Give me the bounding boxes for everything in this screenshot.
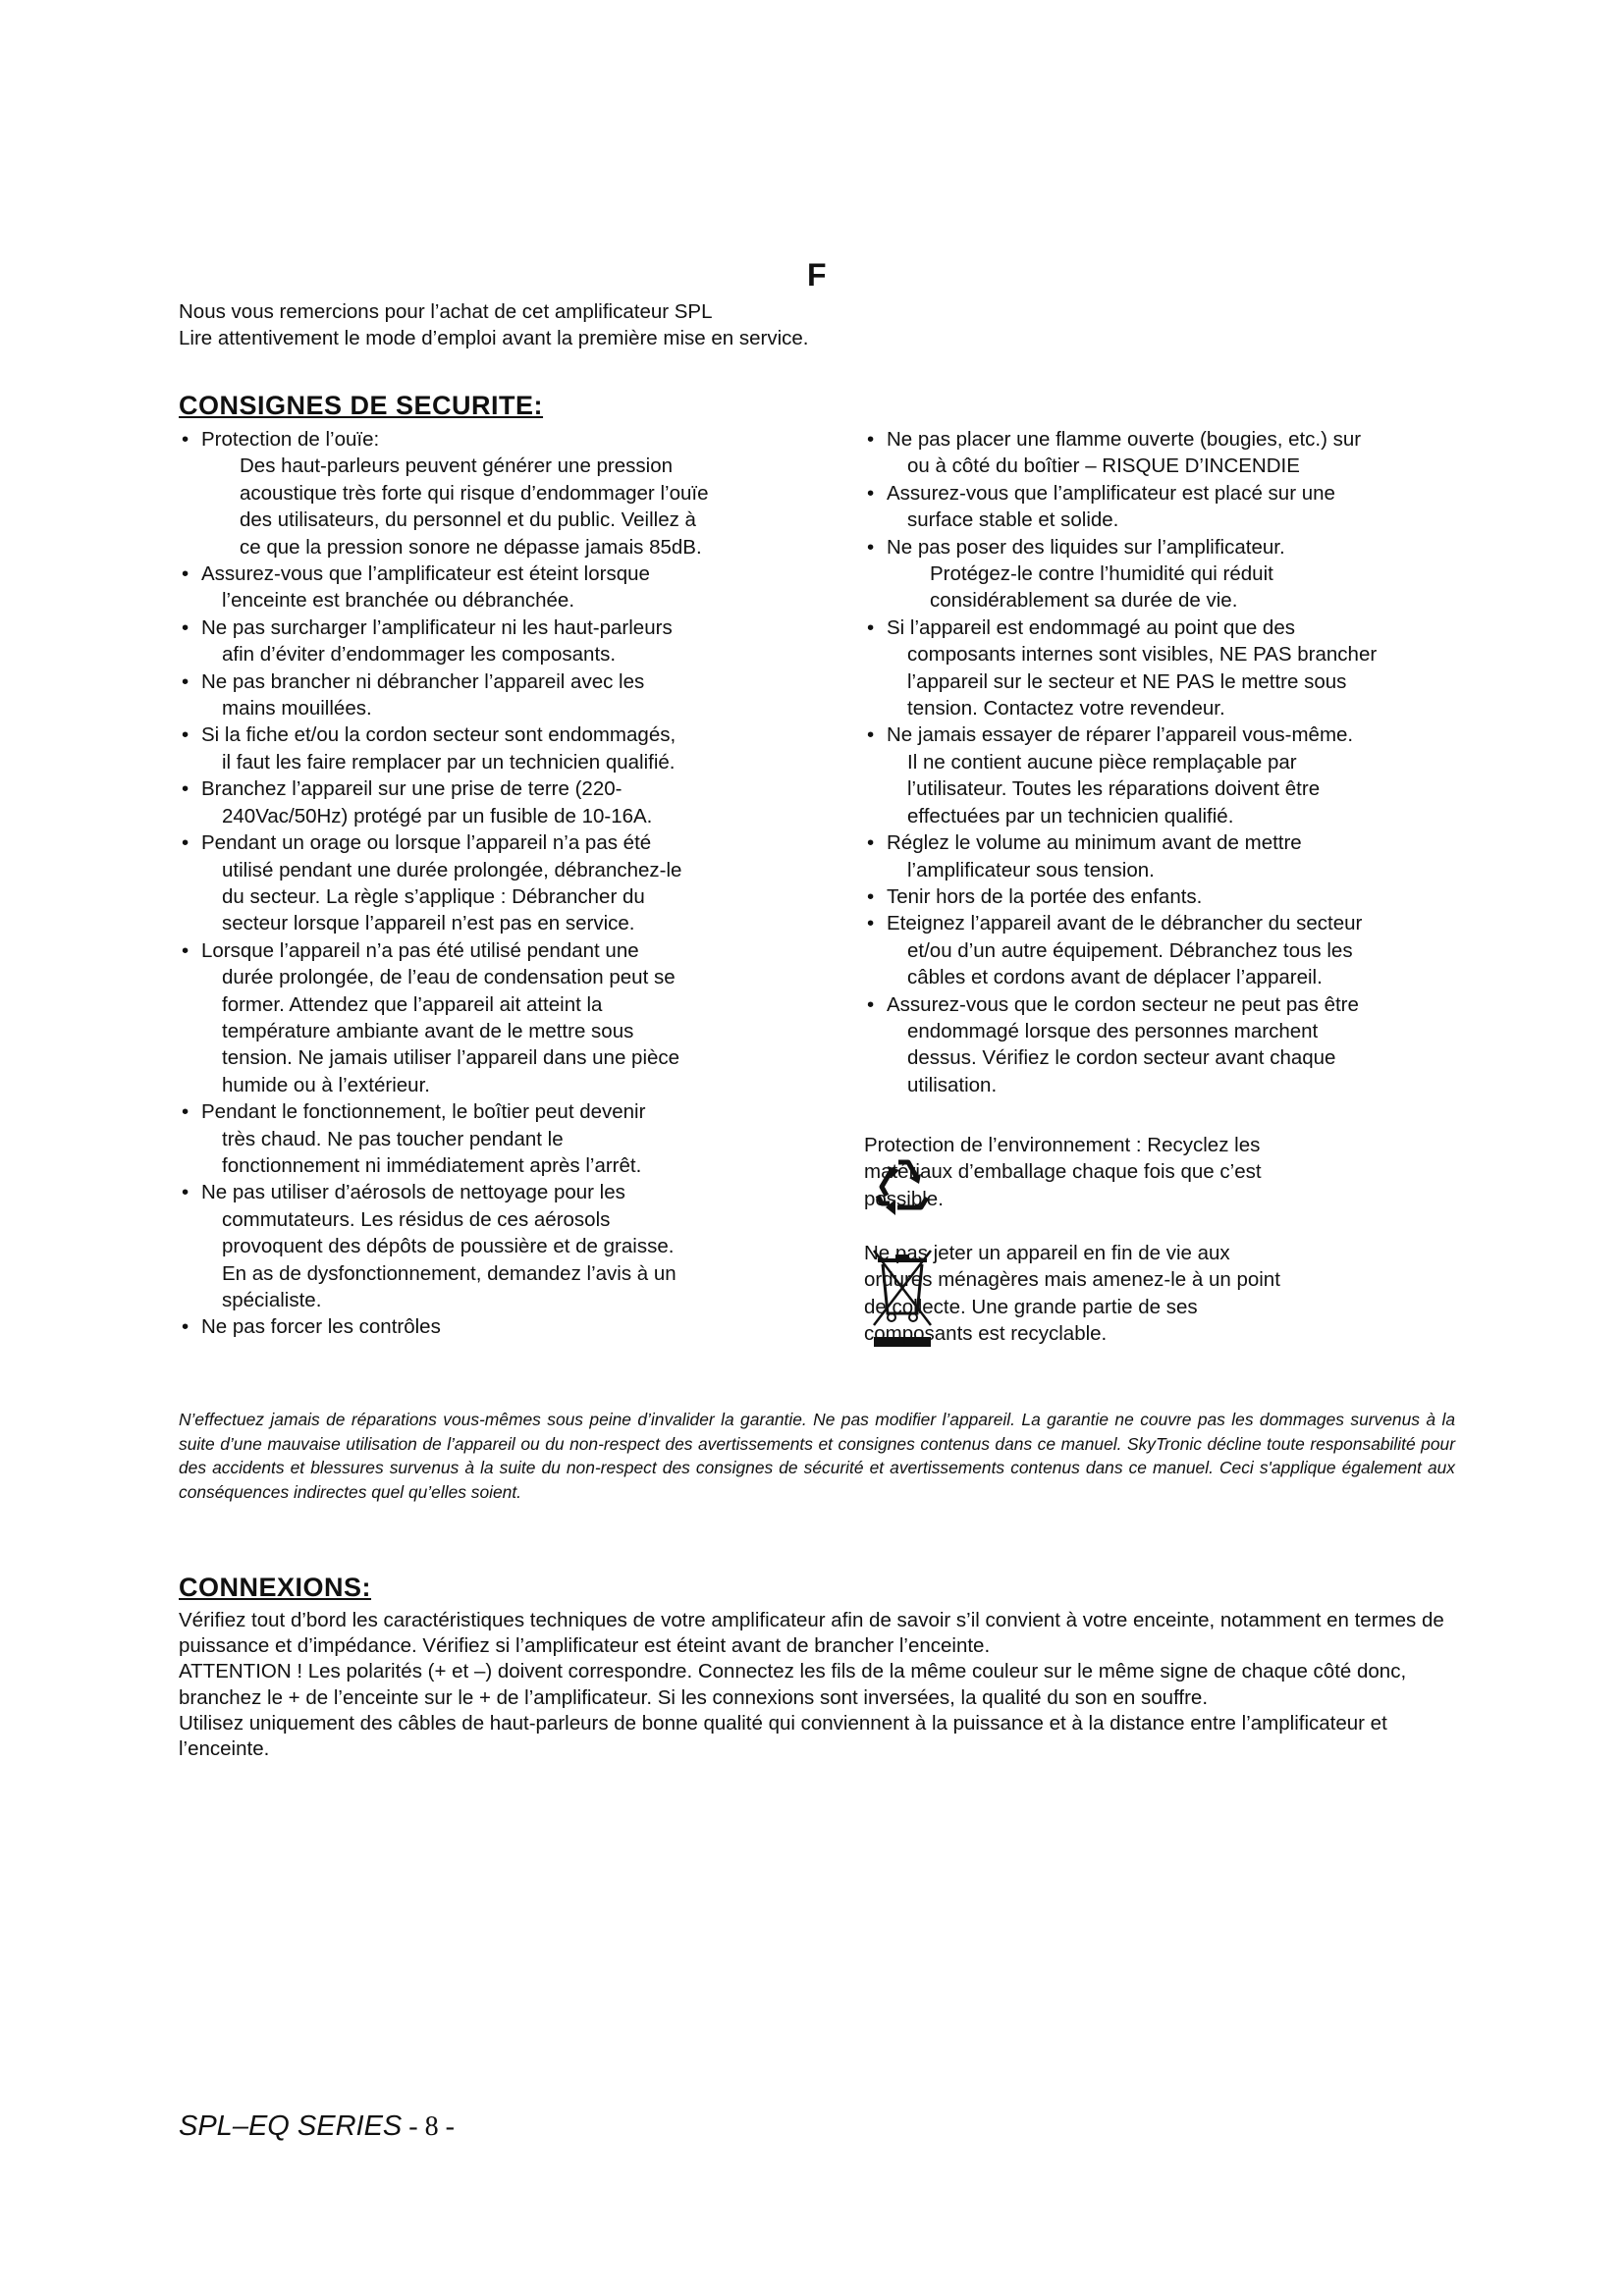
safety-item-continuation: ou à côté du boîtier – RISQUE D’INCENDIE: [907, 454, 1300, 478]
safety-item-continuation: 240Vac/50Hz) protégé par un fusible de 10-16A.: [222, 804, 653, 828]
weee-line-4: composants est recyclable.: [864, 1322, 1108, 1346]
safety-item-continuation: l’enceinte est branchée ou débranchée.: [222, 589, 575, 613]
safety-item-text: • Si l’appareil est endommagé au point que des: [887, 615, 1295, 639]
recycle-line-3: possible.: [864, 1187, 944, 1210]
safety-item-continuation: endommagé lorsque des personnes marchent: [907, 1019, 1319, 1042]
safety-item-continuation: fonctionnement ni immédiatement après l’arrêt.: [222, 1153, 642, 1177]
safety-item: [179, 561, 807, 614]
recycle-line-2: matériaux d’emballage chaque fois que c’est: [864, 1160, 1262, 1184]
safety-right-list: [864, 426, 1473, 1098]
safety-item-continuation: surface stable et solide.: [907, 508, 1119, 532]
safety-item: [179, 426, 807, 561]
safety-item-continuation: mains mouillées.: [222, 697, 372, 721]
safety-item-text: • Eteignez l’appareil avant de le débrancher du secteur: [887, 912, 1363, 935]
connections-paragraph-1: Vérifiez tout d’bord les caractéristiques techniques de votre amplificateur afin de savoir s’il convient à votre enceinte, notamment en termes de puissance et d’impédance. Vérifiez si l’amplificateur est éteint avant de brancher l’enceinte.: [179, 1609, 1444, 1658]
safety-item: [179, 721, 807, 775]
safety-item-continuation: durée prolongée, de l’eau de condensation peut se: [222, 966, 676, 989]
safety-item-text: • Ne pas poser des liquides sur l’amplificateur.: [887, 535, 1285, 559]
safety-item-text: • Tenir hors de la portée des enfants.: [887, 884, 1203, 908]
safety-item-continuation: effectuées par un technicien qualifié.: [907, 804, 1234, 828]
footer-series: SPL–EQ SERIES: [179, 2110, 403, 2142]
safety-item-text: • Réglez le volume au minimum avant de mettre: [887, 831, 1302, 855]
safety-item: [179, 614, 807, 668]
connections-body: [179, 1608, 1465, 1762]
safety-item-continuation: l’appareil sur le secteur et NE PAS le mettre sous: [907, 669, 1347, 693]
safety-item-continuation: former. Attendez que l’appareil ait atteint la: [222, 992, 603, 1016]
safety-item-text: • Pendant un orage ou lorsque l’appareil n’a pas été: [201, 831, 652, 855]
safety-item-continuation: spécialiste.: [222, 1289, 322, 1311]
safety-item-text: • Ne pas utiliser d’aérosols de nettoyage pour les: [201, 1181, 625, 1204]
page-language-letter: F: [807, 257, 827, 293]
connections-paragraph-3: Utilisez uniquement des câbles de haut-parleurs de bonne qualité qui conviennent à la puissance et à la distance entre l’amplificateur et l’enceinte.: [179, 1711, 1387, 1761]
safety-item-continuation: En as de dysfonctionnement, demandez l’avis à un: [222, 1261, 677, 1285]
safety-item-text: • Assurez-vous que l’amplificateur est éteint lorsque: [201, 562, 650, 586]
recycle-text: [864, 1132, 1262, 1212]
footer-page-number: - 8 -: [402, 2111, 455, 2142]
safety-item-continuation: utilisation.: [907, 1073, 998, 1096]
safety-item-continuation: commutateurs. Les résidus de ces aérosols: [222, 1207, 611, 1231]
safety-item: [864, 614, 1473, 722]
safety-item: [864, 883, 1473, 910]
safety-item: [864, 721, 1473, 829]
safety-item-continuation: afin d’éviter d’endommager les composants.: [222, 643, 617, 667]
weee-line-2: ordures ménagères mais amenez-le à un point: [864, 1268, 1280, 1292]
safety-item-continuation: tension. Ne jamais utiliser l’appareil dans une pièce: [222, 1046, 680, 1070]
safety-item-detail: Protégez-le contre l’humidité qui réduit: [930, 562, 1273, 586]
safety-item-text: • Lorsque l’appareil n’a pas été utilisé pendant une: [201, 938, 639, 962]
safety-item: [179, 775, 807, 829]
safety-item: [864, 426, 1473, 480]
safety-item-text: • Ne jamais essayer de réparer l’appareil vous-même.: [887, 723, 1354, 747]
safety-item-continuation: câbles et cordons avant de déplacer l’appareil.: [907, 966, 1323, 989]
safety-item-continuation: température ambiante avant de le mettre sous: [222, 1019, 634, 1042]
safety-item-text: • Ne pas surcharger l’amplificateur ni les haut-parleurs: [201, 615, 673, 639]
safety-item-continuation: Il ne contient aucune pièce remplaçable par: [907, 750, 1297, 774]
safety-item-detail: acoustique très forte qui risque d’endommager l’ouïe: [240, 481, 709, 505]
safety-item: [179, 829, 807, 937]
safety-item-text: • Pendant le fonctionnement, le boîtier peut devenir: [201, 1100, 646, 1124]
safety-item-text: • Ne pas placer une flamme ouverte (bougies, etc.) sur: [887, 428, 1362, 451]
safety-item: [864, 534, 1473, 614]
intro-line-1: Nous vous remercions pour l’achat de cet amplificateur SPL: [179, 300, 713, 323]
weee-text: [864, 1240, 1280, 1348]
safety-item-text: • Assurez-vous que l’amplificateur est placé sur une: [887, 481, 1335, 505]
safety-item-detail: Des haut-parleurs peuvent générer une pression: [240, 454, 674, 478]
safety-item-text: • Protection de l’ouïe:: [201, 428, 380, 451]
weee-line-3: de collecte. Une grande partie de ses: [864, 1295, 1198, 1318]
safety-item-continuation: utilisé pendant une durée prolongée, débranchez-le: [222, 858, 682, 881]
safety-item-continuation: tension. Contactez votre revendeur.: [907, 697, 1225, 721]
intro-line-2: Lire attentivement le mode d’emploi avant la première mise en service.: [179, 327, 809, 349]
recycle-line-1: Protection de l’environnement : Recyclez les: [864, 1134, 1261, 1156]
safety-item: [179, 1098, 807, 1179]
safety-item: [864, 829, 1473, 883]
safety-item-continuation: très chaud. Ne pas toucher pendant le: [222, 1127, 564, 1150]
safety-heading: CONSIGNES DE SECURITE:: [179, 391, 544, 420]
safety-left-list: [179, 426, 807, 1341]
safety-item-continuation: l’utilisateur. Toutes les réparations doivent être: [907, 777, 1321, 801]
page-footer: [179, 2110, 455, 2143]
safety-item: [179, 1179, 807, 1313]
safety-item-continuation: l’amplificateur sous tension.: [907, 858, 1155, 881]
safety-item-detail: des utilisateurs, du personnel et du public. Veillez à: [240, 508, 696, 532]
safety-right-column: [864, 426, 1473, 1098]
safety-item-detail: ce que la pression sonore ne dépasse jamais 85dB.: [240, 535, 702, 559]
safety-item-continuation: secteur lorsque l’appareil n’est pas en service.: [222, 912, 635, 935]
safety-item-text: • Branchez l’appareil sur une prise de terre (220-: [201, 777, 623, 801]
safety-item: [179, 1313, 807, 1340]
safety-item: [864, 991, 1473, 1099]
safety-item-detail: considérablement sa durée de vie.: [930, 589, 1238, 613]
safety-left-column: [179, 426, 807, 1341]
safety-item-text: • Assurez-vous que le cordon secteur ne peut pas être: [887, 992, 1359, 1016]
safety-item-continuation: du secteur. La règle s’applique : Débrancher du: [222, 884, 645, 908]
safety-item-continuation: composants internes sont visibles, NE PAS brancher: [907, 643, 1378, 667]
warranty-disclaimer: N’effectuez jamais de réparations vous-mêmes sous peine d’invalider la garantie. Ne pas modifier l’appareil. La garantie ne couvre pas les dommages survenus à la suite d’une mauvaise utilisation de l’appareil ou du non-respect des avertissements et consignes contenus dans ce manuel. SkyTronic décline toute responsabilité pour des accidents et blessures survenus à la suite du non-respect des consignes de sécurité et avertissements contenus dans ce manuel. Ceci s'applique également aux conséquences indirectes quel qu’elles soient.: [179, 1410, 1455, 1502]
safety-item-continuation: humide ou à l’extérieur.: [222, 1073, 430, 1096]
safety-item: [179, 937, 807, 1098]
safety-item: [179, 668, 807, 722]
safety-item-text: • Ne pas forcer les contrôles: [201, 1315, 441, 1339]
weee-line-1: Ne pas jeter un appareil en fin de vie aux: [864, 1242, 1230, 1264]
safety-item-continuation: dessus. Vérifiez le cordon secteur avant chaque: [907, 1046, 1336, 1070]
safety-item: [864, 910, 1473, 990]
intro: [179, 298, 1455, 351]
connections-paragraph-2: ATTENTION ! Les polarités (+ et –) doivent correspondre. Connectez les fils de la même couleur sur le même signe de chaque côté donc, branchez le + de l’enceinte sur le + de l’amplificateur. Si les connexions sont inversées, la qualité du son en souffre.: [179, 1660, 1407, 1709]
safety-item-continuation: et/ou d’un autre équipement. Débranchez tous les: [907, 938, 1353, 962]
safety-item-continuation: il faut les faire remplacer par un technicien qualifié.: [222, 750, 676, 774]
safety-item-text: • Ne pas brancher ni débrancher l’appareil avec les: [201, 669, 645, 693]
safety-item-continuation: provoquent des dépôts de poussière et de graisse.: [222, 1235, 675, 1258]
connections-heading: CONNEXIONS:: [179, 1573, 372, 1602]
safety-item-text: • Si la fiche et/ou la cordon secteur sont endommagés,: [201, 723, 677, 747]
safety-item: [864, 480, 1473, 534]
